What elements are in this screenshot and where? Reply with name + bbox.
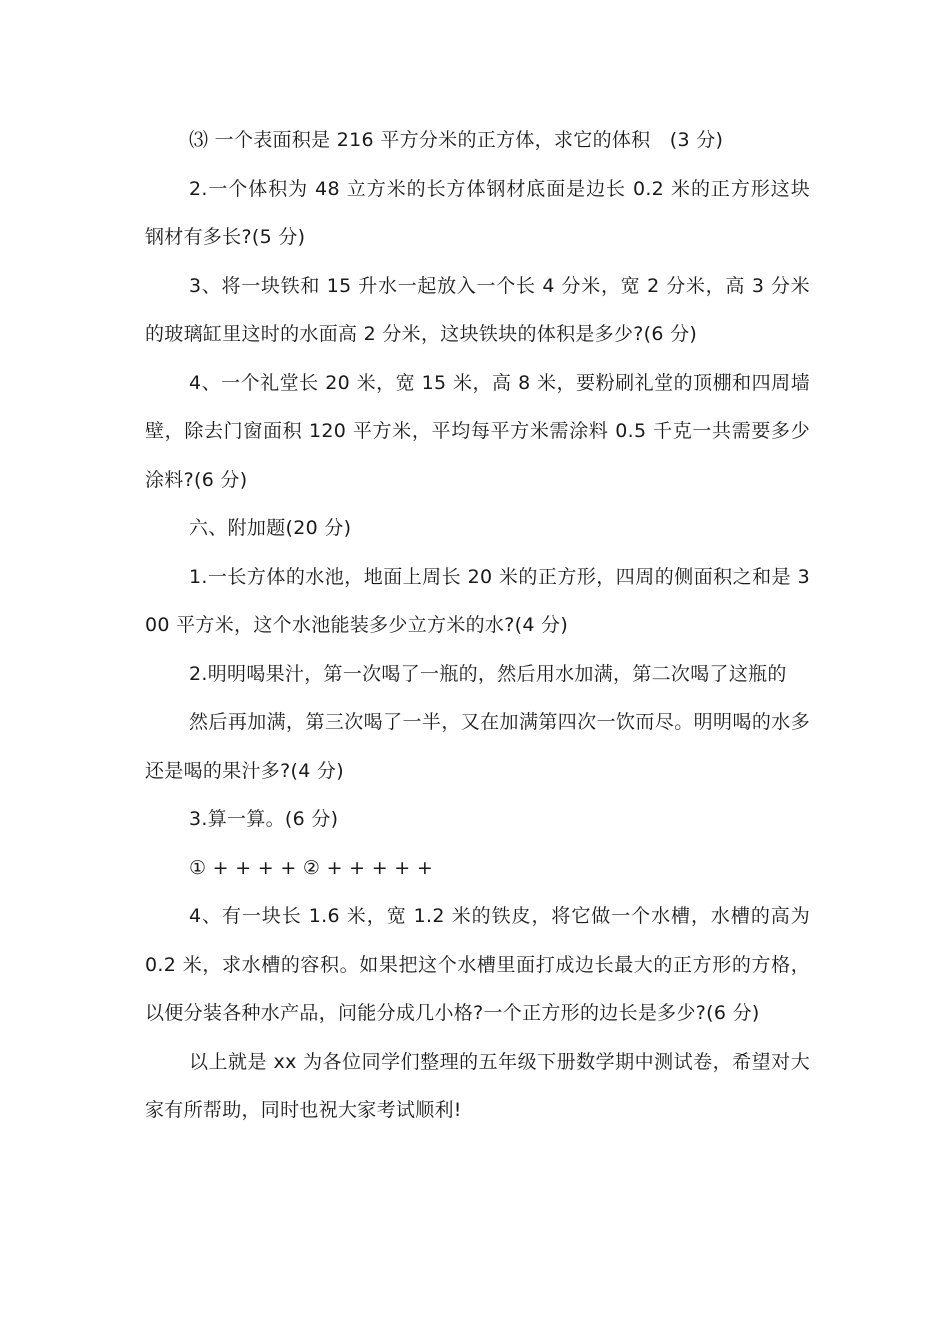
bonus-question-3-expressions: ① + + + + ② + + + + +: [189, 856, 434, 879]
bonus-question-4: 4、有一块长 1.6 米，宽 1.2 米的铁皮，将它做一个水槽，水槽的高为 0.2 米，求水槽的容积。如果把这个水槽里面打成边长最大的正方形的方格，以便分装各种水产品，问能分成几小格?一个正方形的边长是多少?(6 分): [145, 905, 810, 1024]
question-3: 3、将一块铁和 15 升水一起放入一个长 4 分米，宽 2 分米，高 3 分米的玻璃缸里这时的水面高 2 分米，这块铁块的体积是多少?(6 分): [145, 274, 810, 345]
document-body: [145, 116, 810, 1135]
question-2: 2.一个体积为 48 立方米的长方体钢材底面是边长 0.2 米的正方形这块钢材有多长?(5 分): [145, 177, 810, 248]
section-heading-bonus: 六、附加题(20 分): [189, 517, 352, 539]
bonus-question-2: 2.明明喝果汁，第一次喝了一瓶的，然后用水加满，第二次喝了这瓶的: [189, 662, 787, 685]
bonus-question-3: 3.算一算。(6 分): [189, 808, 339, 830]
bonus-question-2-continued: 然后再加满，第三次喝了一半，又在加满第四次一饮而尽。明明喝的水多还是喝的果汁多?(4 分): [145, 711, 810, 782]
bonus-question-1: 1.一长方体的水池，地面上周长 20 米的正方形，四周的侧面积之和是 300 平方米，这个水池能装多少立方米的水?(4 分): [145, 565, 810, 636]
closing-paragraph: 以上就是 xx 为各位同学们整理的五年级下册数学期中测试卷，希望对大家有所帮助，同时也祝大家考试顺利!: [145, 1050, 810, 1121]
question-1-3: ⑶ 一个表面积是 216 平方分米的正方体，求它的体积 (3 分): [189, 129, 724, 151]
question-4: 4、一个礼堂长 20 米，宽 15 米，高 8 米，要粉刷礼堂的顶棚和四周墙壁，除去门窗面积 120 平方米，平均每平方米需涂料 0.5 千克一共需要多少涂料?(6 分): [145, 371, 810, 491]
